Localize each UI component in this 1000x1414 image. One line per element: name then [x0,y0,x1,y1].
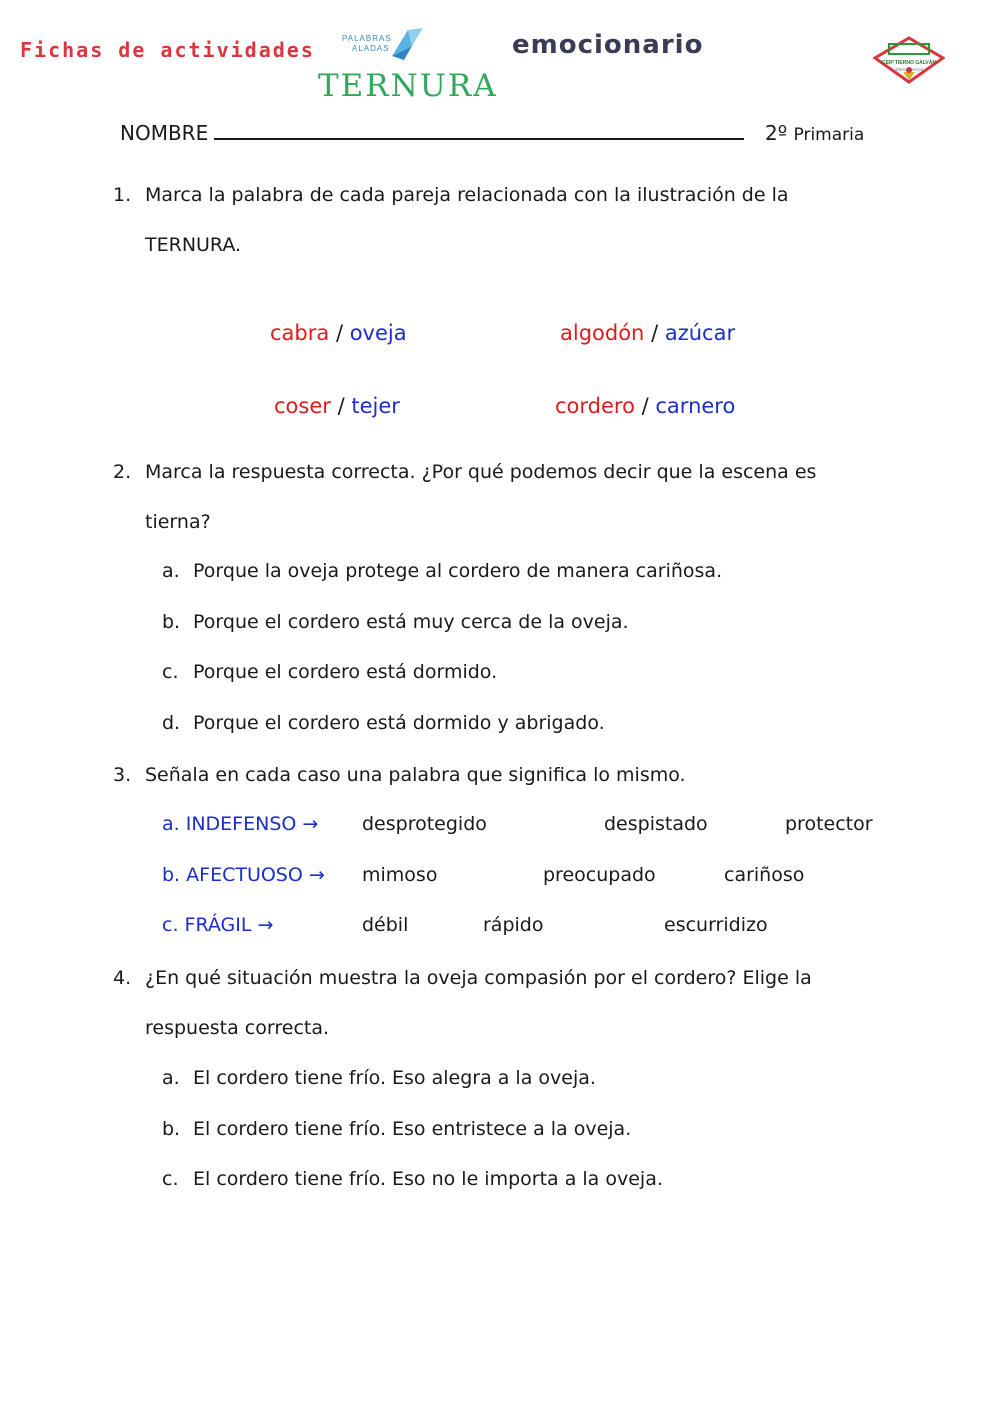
word-option[interactable]: tejer [351,394,400,418]
option-text: Porque el cordero está muy cerca de la oveja. [193,611,629,633]
emotion-title: TERNURA [318,68,498,104]
word-option[interactable]: cordero [555,394,635,418]
school-logo [873,36,945,86]
option-letter: a. [162,1067,180,1089]
question-number: 2. [113,461,132,483]
pair-separator: / [337,394,345,418]
origami-bird-icon [390,26,424,62]
question-text: Marca la respuesta correcta. ¿Por qué podemos decir que la escena es [145,461,817,483]
synonym-label: b. AFECTUOSO → [162,864,325,886]
option-letter: b. [162,1118,181,1140]
emocionario-logo: emocionario [512,30,704,60]
synonym-option[interactable]: mimoso [362,864,438,886]
synonym-option[interactable]: débil [362,914,409,936]
word-option[interactable]: cabra [270,321,330,345]
grade-level: Primaria [793,125,865,145]
synonym-option[interactable]: despistado [604,813,708,835]
pair-separator: / [651,321,659,345]
word-pair [560,321,735,345]
question-text: ¿En qué situación muestra la oveja compasión por el cordero? Elige la [145,967,812,989]
question-text: Señala en cada caso una palabra que significa lo mismo. [145,764,686,786]
name-field[interactable] [120,120,744,145]
option-text: El cordero tiene frío. Eso entristece a la oveja. [193,1118,632,1140]
question-text-cont: TERNURA. [145,234,242,256]
question-number: 3. [113,764,132,786]
grade-number: 2º [765,121,788,145]
word-option[interactable]: coser [274,394,331,418]
synonym-option[interactable]: rápido [483,914,544,936]
brand-title: Fichas de actividades [20,38,315,62]
word-option[interactable]: oveja [349,321,407,345]
question-text: Marca la palabra de cada pareja relacionada con la ilustración de la [145,184,789,206]
school-location: TRES CANTOS [894,67,924,72]
option-text: Porque la oveja protege al cordero de manera cariñosa. [193,560,723,582]
synonym-label: a. INDEFENSO → [162,813,319,835]
option-letter: b. [162,611,181,633]
option-letter: a. [162,560,180,582]
question-text-cont: tierna? [145,511,211,533]
pair-separator: / [641,394,649,418]
question-3 [0,750,1000,800]
question-number: 4. [113,967,132,989]
question-number: 1. [113,184,132,206]
pair-separator: / [335,321,344,345]
school-name: CEIP TIERNO GALVÁN [882,60,936,66]
palabras-aladas-logo [340,26,425,68]
question-4 [0,953,1000,1053]
name-blank-line[interactable] [214,120,744,140]
synonym-option[interactable]: cariñoso [724,864,805,886]
option-letter: c. [162,1168,179,1190]
synonym-option[interactable]: escurridizo [664,914,768,936]
name-label: NOMBRE [120,121,209,145]
synonym-option[interactable]: protector [785,813,873,835]
grade-label [765,121,864,145]
option-text: Porque el cordero está dormido y abrigado. [193,712,605,734]
word-option[interactable]: carnero [655,394,736,418]
aladas-label: ALADAS [352,44,390,53]
option-text: El cordero tiene frío. Eso no le importa a la oveja. [193,1168,663,1190]
word-option[interactable]: algodón [560,321,645,345]
option-text: El cordero tiene frío. Eso alegra a la oveja. [193,1067,596,1089]
synonym-option[interactable]: preocupado [543,864,656,886]
question-1 [0,170,1000,270]
synonym-option[interactable]: desprotegido [362,813,487,835]
question-text-cont: respuesta correcta. [145,1017,330,1039]
question-2 [0,447,1000,547]
word-pair [555,394,735,418]
palabras-label: PALABRAS [342,34,392,43]
word-pair [270,321,407,345]
synonym-label: c. FRÁGIL → [162,914,274,936]
word-option[interactable]: azúcar [664,321,736,345]
word-pair [274,394,400,418]
option-text: Porque el cordero está dormido. [193,661,498,683]
option-letter: d. [162,712,181,734]
option-letter: c. [162,661,179,683]
